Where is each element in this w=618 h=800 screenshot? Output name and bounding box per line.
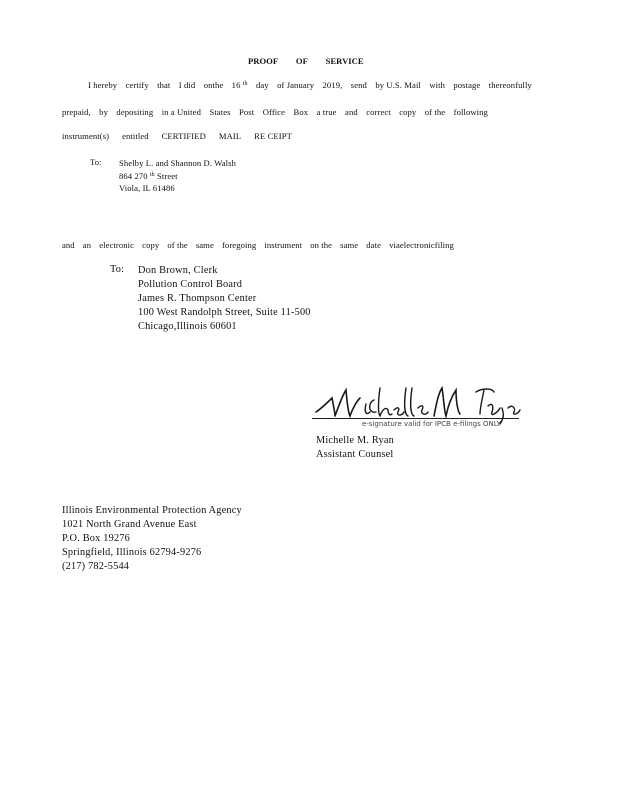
board-name: Pollution Control Board [138, 279, 243, 290]
word: I did [178, 80, 196, 90]
certify-line-1 [88, 80, 532, 90]
word: that [157, 80, 171, 90]
word: electronic [99, 240, 135, 250]
mail-to-label: To: [90, 157, 102, 167]
certify-line-2 [62, 107, 488, 117]
word: date [366, 240, 381, 250]
word: and [62, 240, 75, 250]
word: on the [310, 240, 333, 250]
street-address: 100 West Randolph Street, Suite 11-500 [138, 307, 311, 318]
word: Box [293, 107, 309, 117]
electronic-to-label: To: [110, 264, 125, 275]
document-title-word: MAIL [218, 131, 242, 141]
electronic-copy-line [62, 240, 454, 250]
word: 2019, [322, 80, 343, 90]
word: send [350, 80, 367, 90]
word: Post [239, 107, 255, 117]
word: an [82, 240, 92, 250]
agency-street: 1021 North Grand Avenue East [62, 519, 197, 530]
agency-address-block [62, 504, 242, 574]
word: onthe [203, 80, 224, 90]
agency-city: Springfield, Illinois 62794-9276 [62, 547, 202, 558]
recipient-name: Shelby L. and Shannon D. Walsh [119, 158, 236, 168]
word: entitled [122, 131, 149, 141]
word: copy [142, 240, 160, 250]
word: viaelectronicfiling [389, 240, 454, 250]
city-zip: Chicago,Illinois 60601 [138, 321, 237, 332]
word: copy [399, 107, 417, 117]
word: of the [424, 107, 446, 117]
word: following [453, 107, 488, 117]
agency-phone: (217) 782-5544 [62, 561, 130, 572]
word: with [429, 80, 445, 90]
date-day: 16 $^{th}$ [231, 80, 248, 90]
document-title-word: RE CEIPT [254, 131, 292, 141]
agency-po-box: P.O. Box 19276 [62, 533, 131, 544]
word: by U.S. Mail [375, 80, 421, 90]
signatory-name: Michelle M. Ryan [316, 435, 394, 446]
word: prepaid, [62, 107, 91, 117]
signature-line [312, 418, 519, 419]
center-name: James R. Thompson Center [138, 293, 257, 304]
word: and [345, 107, 358, 117]
word: States [209, 107, 231, 117]
word: Office [262, 107, 286, 117]
clerk-name: Don Brown, Clerk [138, 265, 218, 276]
word: I hereby [88, 80, 118, 90]
recipient-city: Viola, IL 61486 [119, 183, 175, 193]
word: of January [277, 80, 315, 90]
agency-name: Illinois Environmental Protection Agency [62, 505, 242, 516]
word: postage [453, 80, 481, 90]
word: same [195, 240, 214, 250]
word: foregoing [221, 240, 257, 250]
document-title-word: CERTIFIED [161, 131, 206, 141]
signatory-title: Assistant Counsel [316, 449, 394, 460]
word: instrument [264, 240, 303, 250]
page-title: PROOF OF SERVICE [248, 56, 364, 66]
signature-validity-note: e-signature valid for IPCB e-filings ONLY [362, 420, 501, 428]
word: in a United [161, 107, 201, 117]
word: certify [125, 80, 149, 90]
word: of the [167, 240, 188, 250]
signatory-block [316, 434, 394, 462]
word: thereonfully [488, 80, 532, 90]
word: day [255, 80, 269, 90]
word: instrument(s) [62, 131, 110, 141]
word: a true [316, 107, 337, 117]
certify-line-3 [62, 131, 292, 141]
word: depositing [116, 107, 154, 117]
word: same [340, 240, 359, 250]
word: by [99, 107, 108, 117]
recipient-street: 864 270 $^{th}$ Street [119, 171, 178, 181]
electronic-recipient-address [138, 264, 311, 334]
mail-recipient-address [119, 157, 236, 194]
word: correct [366, 107, 391, 117]
